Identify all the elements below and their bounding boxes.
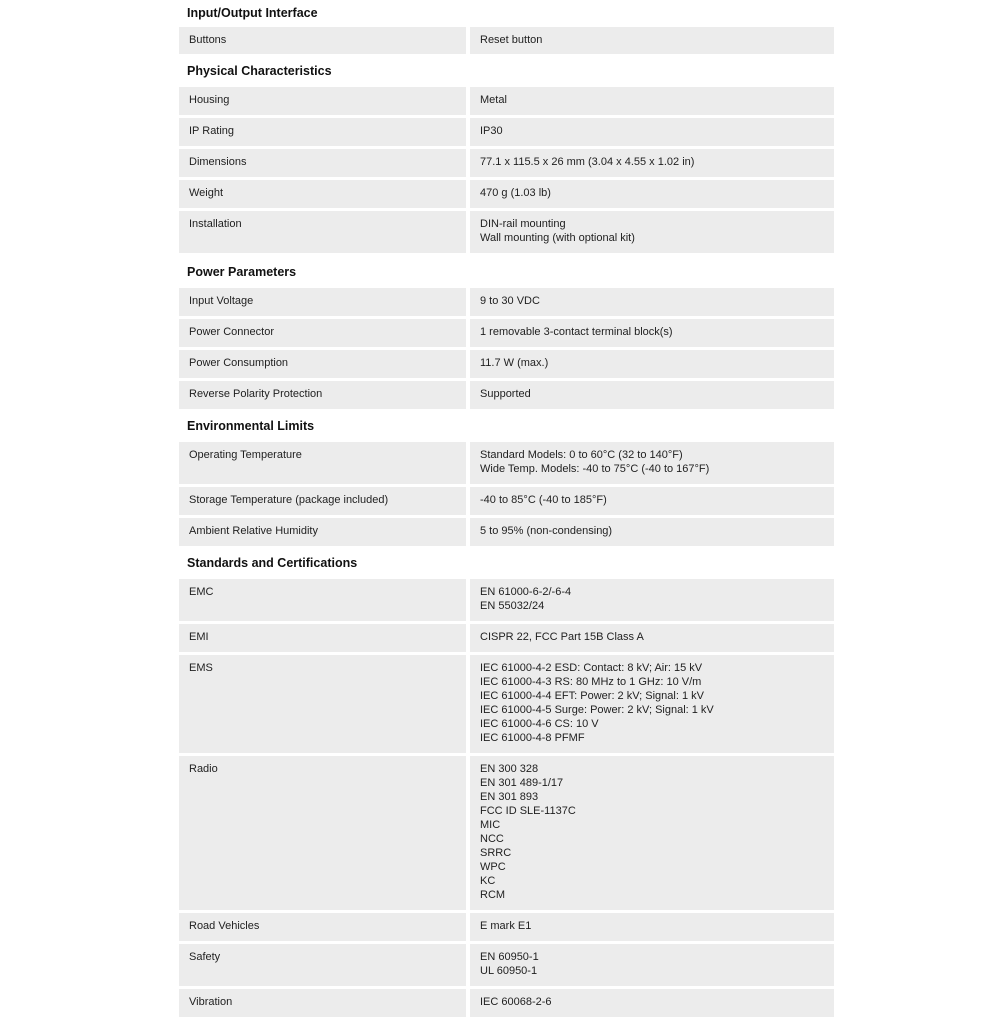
spec-value-line: 11.7 W (max.) bbox=[480, 357, 549, 369]
spec-value-line: EN 301 489-1/17 bbox=[480, 777, 564, 789]
spec-value-line: IEC 61000-4-3 RS: 80 MHz to 1 GHz: 10 V/m bbox=[480, 676, 702, 688]
spec-row bbox=[179, 442, 834, 484]
spec-value-line: NCC bbox=[480, 833, 504, 845]
spec-value-line: DIN-rail mounting bbox=[480, 218, 566, 230]
spec-label: Power Consumption bbox=[179, 350, 466, 378]
spec-label: Radio bbox=[179, 756, 466, 910]
spec-label: Safety bbox=[179, 944, 466, 986]
spec-value bbox=[470, 180, 834, 208]
spec-value-line: EN 60950-1 bbox=[480, 951, 539, 963]
spec-section bbox=[179, 256, 834, 409]
spec-value bbox=[470, 487, 834, 515]
spec-label: Road Vehicles bbox=[179, 913, 466, 941]
spec-value bbox=[470, 381, 834, 409]
spec-value-line: UL 60950-1 bbox=[480, 965, 538, 977]
spec-value-line: KC bbox=[480, 875, 496, 887]
spec-value-line: -40 to 85°C (-40 to 185°F) bbox=[480, 494, 607, 506]
spec-section bbox=[179, 57, 834, 253]
spec-row bbox=[179, 655, 834, 753]
spec-value-line: 77.1 x 115.5 x 26 mm (3.04 x 4.55 x 1.02 in) bbox=[480, 156, 695, 168]
spec-value-line: Wide Temp. Models: -40 to 75°C (-40 to 167°F) bbox=[480, 463, 710, 475]
spec-value-line: 5 to 95% (non-condensing) bbox=[480, 525, 613, 537]
spec-value-line: IP30 bbox=[480, 125, 503, 137]
section-title: Power Parameters bbox=[187, 265, 297, 279]
spec-value-line: IEC 60068-2-6 bbox=[480, 996, 552, 1008]
spec-value-line: IEC 61000-4-5 Surge: Power: 2 kV; Signal: 1 kV bbox=[480, 704, 714, 716]
spec-label: Input Voltage bbox=[179, 288, 466, 316]
section-title: Environmental Limits bbox=[187, 419, 315, 433]
spec-label: EMI bbox=[179, 624, 466, 652]
spec-value-line: FCC ID SLE-1137C bbox=[480, 805, 576, 817]
spec-value bbox=[470, 624, 834, 652]
spec-value bbox=[470, 211, 834, 253]
spec-value bbox=[470, 118, 834, 146]
spec-row bbox=[179, 149, 834, 177]
spec-value-line: IEC 61000-4-4 EFT: Power: 2 kV; Signal: 1 kV bbox=[480, 690, 704, 702]
spec-label: Vibration bbox=[179, 989, 466, 1017]
spec-row bbox=[179, 381, 834, 409]
spec-label: Buttons bbox=[179, 27, 466, 54]
spec-value-line: MIC bbox=[480, 819, 501, 831]
spec-section bbox=[179, 549, 834, 1017]
spec-value bbox=[470, 913, 834, 941]
spec-value bbox=[470, 350, 834, 378]
spec-value bbox=[470, 944, 834, 986]
spec-label: Weight bbox=[179, 180, 466, 208]
spec-row bbox=[179, 624, 834, 652]
spec-value-line: 9 to 30 VDC bbox=[480, 295, 540, 307]
spec-label: Power Connector bbox=[179, 319, 466, 347]
spec-row bbox=[179, 487, 834, 515]
spec-value-line: EN 300 328 bbox=[480, 763, 539, 775]
spec-label: Storage Temperature (package included) bbox=[179, 487, 466, 515]
spec-value bbox=[470, 989, 834, 1017]
spec-value bbox=[470, 149, 834, 177]
spec-label: EMC bbox=[179, 579, 466, 621]
spec-section bbox=[179, 412, 834, 546]
spec-row bbox=[179, 180, 834, 208]
spec-value bbox=[470, 442, 834, 484]
spec-row bbox=[179, 913, 834, 941]
spec-value bbox=[470, 756, 834, 910]
spec-row bbox=[179, 87, 834, 115]
section-title: Input/Output Interface bbox=[187, 6, 318, 20]
spec-value-line: RCM bbox=[480, 889, 506, 901]
spec-value-line: IEC 61000-4-8 PFMF bbox=[480, 732, 585, 744]
spec-sheet bbox=[179, 0, 834, 1020]
spec-label: Ambient Relative Humidity bbox=[179, 518, 466, 546]
spec-label: Reverse Polarity Protection bbox=[179, 381, 466, 409]
spec-value-line: SRRC bbox=[480, 847, 512, 859]
spec-row bbox=[179, 288, 834, 316]
spec-value bbox=[470, 518, 834, 546]
spec-value-line: Supported bbox=[480, 388, 531, 400]
spec-value bbox=[470, 87, 834, 115]
spec-label: Operating Temperature bbox=[179, 442, 466, 484]
spec-value-line: EN 55032/24 bbox=[480, 600, 545, 612]
spec-value-line: 1 removable 3-contact terminal block(s) bbox=[480, 326, 673, 338]
spec-value-line: E mark E1 bbox=[480, 920, 532, 932]
spec-value-line: 470 g (1.03 lb) bbox=[480, 187, 551, 199]
spec-value-line: Wall mounting (with optional kit) bbox=[480, 232, 635, 244]
spec-label: Dimensions bbox=[179, 149, 466, 177]
spec-label: Installation bbox=[179, 211, 466, 253]
spec-value-line: Standard Models: 0 to 60°C (32 to 140°F) bbox=[480, 449, 683, 461]
spec-value-line: IEC 61000-4-2 ESD: Contact: 8 kV; Air: 15 kV bbox=[480, 662, 703, 674]
spec-value bbox=[470, 288, 834, 316]
spec-value-line: Reset button bbox=[480, 34, 543, 46]
spec-row bbox=[179, 989, 834, 1017]
spec-row bbox=[179, 350, 834, 378]
section-title: Standards and Certifications bbox=[187, 556, 358, 570]
spec-label: Housing bbox=[179, 87, 466, 115]
section-title: Physical Characteristics bbox=[187, 64, 332, 78]
spec-label: EMS bbox=[179, 655, 466, 753]
spec-value-line: EN 61000-6-2/-6-4 bbox=[480, 586, 572, 598]
spec-row bbox=[179, 27, 834, 54]
spec-value-line: EN 301 893 bbox=[480, 791, 539, 803]
spec-value-line: CISPR 22, FCC Part 15B Class A bbox=[480, 631, 644, 643]
spec-row bbox=[179, 756, 834, 910]
spec-section bbox=[179, 0, 834, 54]
spec-value bbox=[470, 27, 834, 54]
spec-label: IP Rating bbox=[179, 118, 466, 146]
spec-row bbox=[179, 211, 834, 253]
spec-row bbox=[179, 319, 834, 347]
spec-row bbox=[179, 944, 834, 986]
spec-row bbox=[179, 579, 834, 621]
spec-value-line: Metal bbox=[480, 94, 507, 106]
spec-row bbox=[179, 118, 834, 146]
spec-value-line: IEC 61000-4-6 CS: 10 V bbox=[480, 718, 599, 730]
spec-value bbox=[470, 579, 834, 621]
spec-value bbox=[470, 319, 834, 347]
spec-value bbox=[470, 655, 834, 753]
spec-value-line: WPC bbox=[480, 861, 506, 873]
spec-row bbox=[179, 518, 834, 546]
